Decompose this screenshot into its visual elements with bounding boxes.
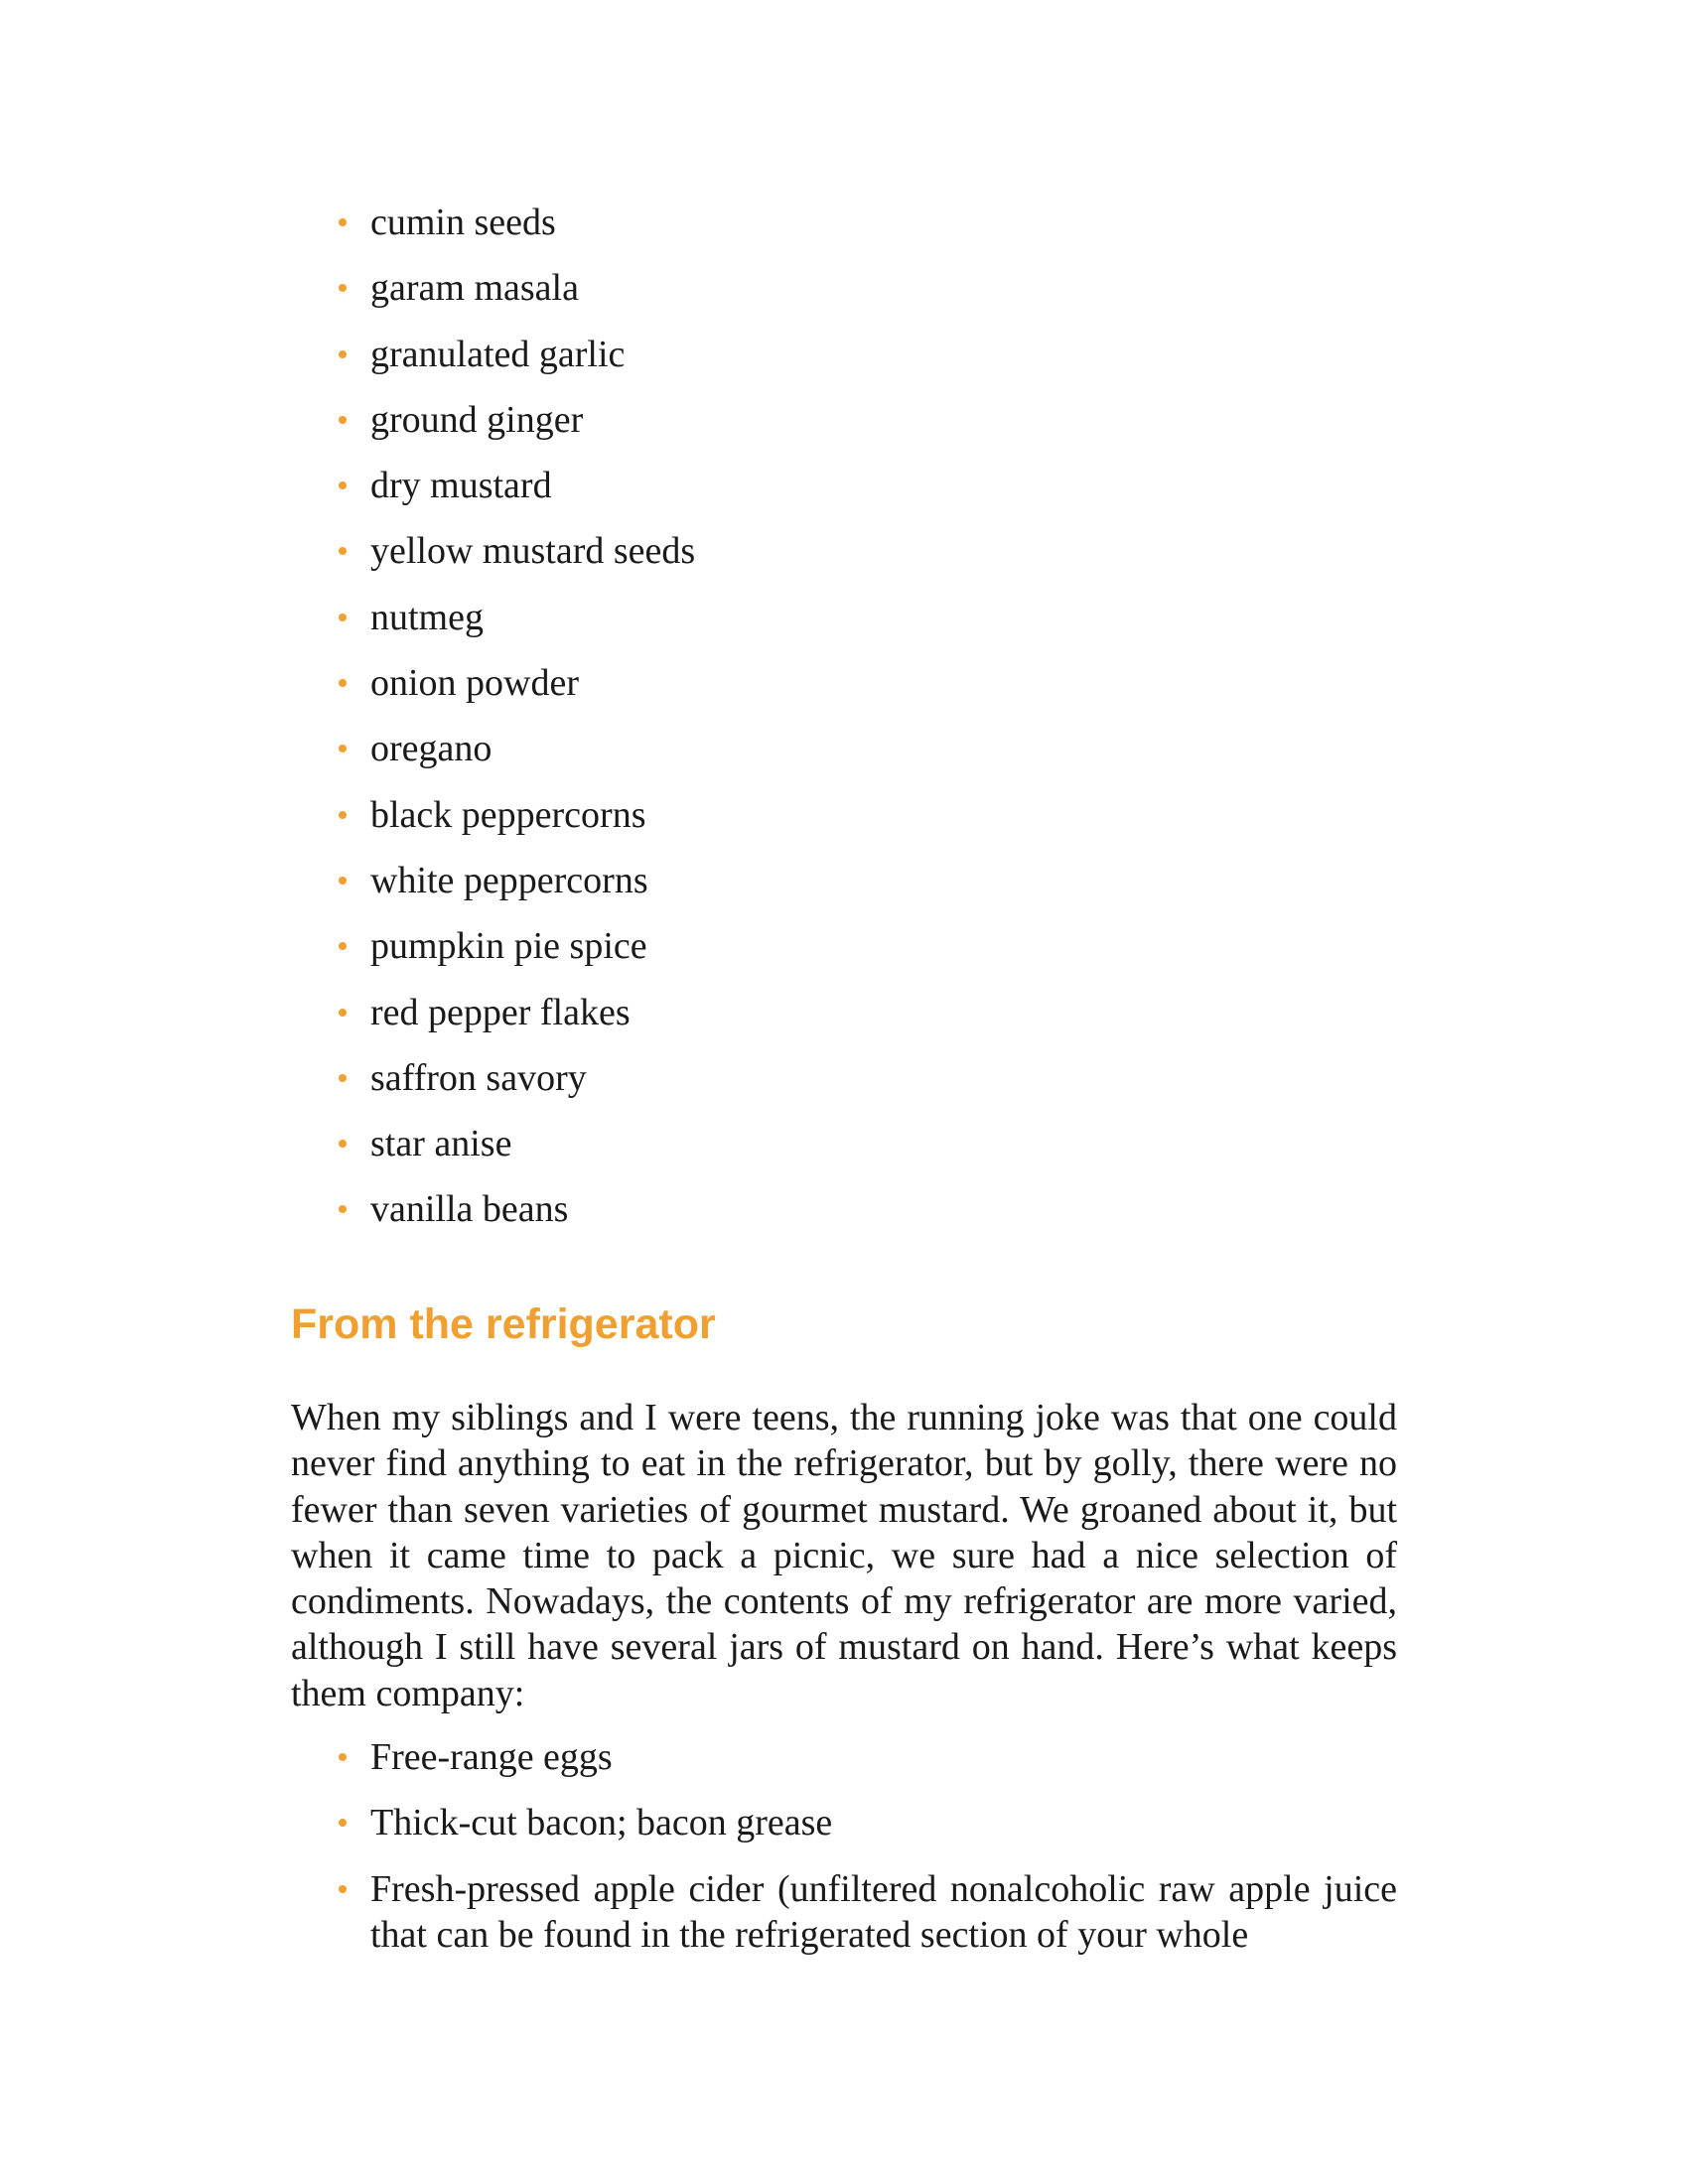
list-item	[291, 787, 1397, 853]
list-item-text: saffron savory	[370, 1056, 587, 1099]
bullet-icon	[339, 1074, 347, 1082]
list-item-text: garam masala	[370, 267, 579, 310]
list-item-text: white peppercorns	[370, 859, 648, 901]
list-item-text: pumpkin pie spice	[370, 925, 647, 968]
list-item	[291, 985, 1397, 1050]
list-item-text: red pepper flakes	[370, 991, 631, 1033]
list-item-text: granulated garlic	[370, 333, 626, 375]
bullet-icon	[339, 284, 347, 292]
list-item-text: star anise	[370, 1123, 512, 1165]
list-item-text: nutmeg	[370, 596, 484, 638]
list-item-text: onion powder	[370, 662, 580, 705]
section-heading: From the refrigerator	[291, 1300, 716, 1348]
list-item	[291, 1050, 1397, 1116]
list-item	[291, 1116, 1397, 1181]
list-item	[291, 260, 1397, 326]
bullet-icon	[339, 416, 347, 424]
list-item-text: black peppercorns	[370, 793, 646, 836]
bullet-icon	[339, 1140, 347, 1148]
bullet-icon	[339, 942, 347, 950]
list-item-text: Fresh-pressed apple cider (unfiltered nonalcoholic raw apple juice that can be found in the refrigerated section of your whole	[370, 1867, 1397, 1956]
list-item	[291, 327, 1397, 392]
bullet-icon	[339, 218, 347, 226]
bullet-icon	[339, 1753, 347, 1761]
list-item	[291, 918, 1397, 984]
fridge-list	[291, 1734, 1397, 1978]
bullet-icon	[339, 614, 347, 621]
list-item-text: Free-range eggs	[370, 1736, 613, 1778]
list-item-text: vanilla beans	[370, 1188, 569, 1231]
bullet-icon	[339, 1009, 347, 1017]
list-item-text: Thick-cut bacon; bacon grease	[370, 1802, 833, 1844]
list-item	[291, 195, 1397, 260]
bullet-icon	[339, 1885, 347, 1893]
bullet-icon	[339, 1819, 347, 1827]
list-item	[291, 1800, 1397, 1845]
list-item-text: ground ginger	[370, 398, 584, 441]
bullet-icon	[339, 350, 347, 358]
list-item-text: cumin seeds	[370, 202, 556, 243]
list-item	[291, 458, 1397, 523]
list-item	[291, 721, 1397, 786]
list-item	[291, 590, 1397, 655]
list-item	[291, 523, 1397, 589]
list-item	[291, 853, 1397, 918]
list-item	[291, 1866, 1397, 1959]
list-item-text: dry mustard	[370, 465, 552, 507]
bullet-icon	[339, 877, 347, 885]
bullet-icon	[339, 1205, 347, 1213]
spice-list	[291, 195, 1397, 1248]
list-item	[291, 655, 1397, 721]
bullet-icon	[339, 481, 347, 489]
bullet-icon	[339, 811, 347, 819]
list-item	[291, 392, 1397, 458]
list-item	[291, 1181, 1397, 1247]
list-item-text: yellow mustard seeds	[370, 530, 696, 573]
list-item-text: oregano	[370, 728, 492, 770]
body-paragraph: When my siblings and I were teens, the running joke was that one could never find anything to eat in the refrigerator, but by golly, there were no fewer than seven varieties of gourmet mustard. We groaned about it, but when it came time to pack a picnic, we sure had a nice selection of condiments. Nowadays, the contents of my refrigerator are more varied, although I still have several jars of mustard on hand. Here’s what keeps them company:	[291, 1397, 1397, 1714]
list-item	[291, 1734, 1397, 1780]
bullet-icon	[339, 745, 347, 752]
bullet-icon	[339, 547, 347, 555]
bullet-icon	[339, 679, 347, 687]
